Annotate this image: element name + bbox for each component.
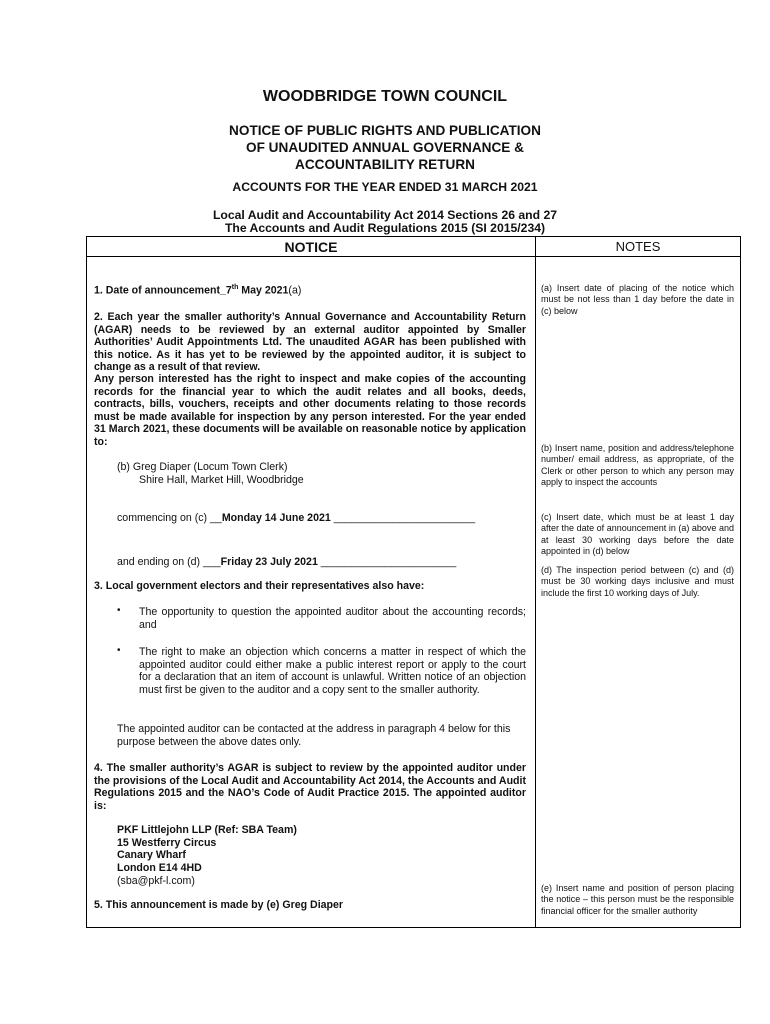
auditor-address-line: 15 Westferry Circus	[117, 836, 217, 849]
notice-table	[86, 236, 741, 928]
auditor-address-line: London E14 4HD	[117, 861, 202, 874]
auditor-contact-note: The appointed auditor can be contacted at the address in paragraph 4 below for this purpose between the above dates only.	[117, 723, 511, 748]
contact-address: Shire Hall, Market Hill, Woodbridge	[139, 474, 304, 486]
bullet-icon: •	[117, 645, 121, 656]
paragraph-3: 3. Local government electors and their representatives also have:	[94, 580, 425, 592]
auditor-email-link[interactable]: sba@pkf-l.com	[120, 875, 192, 887]
bullet-icon: •	[117, 605, 121, 616]
legislation	[0, 209, 770, 235]
auditor-address-line: PKF Littlejohn LLP (Ref: SBA Team)	[117, 824, 297, 836]
bullet-objection-right: The right to make an objection which concerns a matter in respect of which the appointed auditor could either make a public interest report or apply to the court for a declaration that an item of account is unlawful. Written notice of an objection must first be given to the auditor and a copy sent to the smaller authority.	[139, 646, 526, 696]
notes-column-header: NOTES	[615, 239, 661, 254]
note-e: (e) Insert name and position of person placing the notice – this person must be the responsible financial officer for the smaller authority	[541, 883, 734, 916]
notice-title-line: OF UNAUDITED ANNUAL GOVERNANCE &	[246, 140, 524, 155]
announcement-date: 1. Date of announcement_7th May 2021(a)	[94, 284, 302, 297]
council-title: WOODBRIDGE TOWN COUNCIL	[262, 88, 508, 105]
notice-title	[0, 122, 770, 173]
note-b: (b) Insert name, position and address/telephone number/ email address, as appropriate, of the Clerk or other person to which any person may apply to inspect the accounts	[541, 443, 734, 488]
auditor-email: (sba@pkf-l.com)	[117, 875, 195, 887]
accounts-year: ACCOUNTS FOR THE YEAR ENDED 31 MARCH 2021	[232, 180, 538, 194]
note-d: (d) The inspection period between (c) and (d) must be 30 working days inclusive and must include the first 10 working days of July.	[541, 565, 734, 598]
paragraph-2-rights: Any person interested has the right to inspect and make copies of the accounting records for the financial year to which the audit relates and all books, deeds, contracts, bills, vouchers, receipts and other documents relating to those records must be made available for inspection by any person interested. For the year ended 31 March 2021, these documents will be available on reasonable notice by application to:	[94, 373, 526, 448]
note-c: (c) Insert date, which must be at least 1 day after the date of announcement in (a) above and at least 30 working days before the date appointed in (d) below	[541, 512, 734, 557]
regulations-reference: The Accounts and Audit Regulations 2015 (SI 2015/234)	[224, 221, 546, 235]
commencing-date: commencing on (c) __Monday 14 June 2021 ________________________	[117, 512, 476, 524]
notice-column-header: NOTICE	[284, 239, 338, 255]
paragraph-5: 5. This announcement is made by (e) Greg Diaper	[94, 899, 344, 911]
auditor-address-line: Canary Wharf	[117, 849, 186, 862]
paragraph-4: 4. The smaller authority’s AGAR is subject to review by the appointed auditor under the provisions of the Local Audit and Accountability Act 2014, the Accounts and Audit Regulations 2015 and the NAO’s Code of Audit Practice 2015. The appointed auditor is:	[94, 762, 526, 812]
notice-title-line: NOTICE OF PUBLIC RIGHTS AND PUBLICATION	[229, 123, 541, 138]
notice-title-line: ACCOUNTABILITY RETURN	[295, 157, 475, 172]
auditor-address	[117, 824, 417, 874]
note-a: (a) Insert date of placing of the notice which must be not less than 1 day before the date in (c) below	[541, 283, 734, 316]
column-divider	[535, 237, 536, 927]
bullet-question-auditor: The opportunity to question the appointed auditor about the accounting records; and	[139, 606, 526, 631]
paragraph-2: 2. Each year the smaller authority’s Annual Governance and Accountability Return (AGAR) needs to be reviewed by an external auditor appointed by Smaller Authorities’ Audit Appointments Ltd. The unaudited AGAR has been published with this notice. As it has yet to be reviewed by the appointed auditor, it is subject to change as a result of that review.	[94, 311, 526, 374]
ending-date: and ending on (d) ___Friday 23 July 2021 _______________________	[117, 556, 457, 568]
act-reference: Local Audit and Accountability Act 2014 Sections 26 and 27	[212, 208, 558, 222]
header-divider	[87, 256, 740, 257]
contact-name: (b) Greg Diaper (Locum Town Clerk)	[117, 461, 288, 473]
